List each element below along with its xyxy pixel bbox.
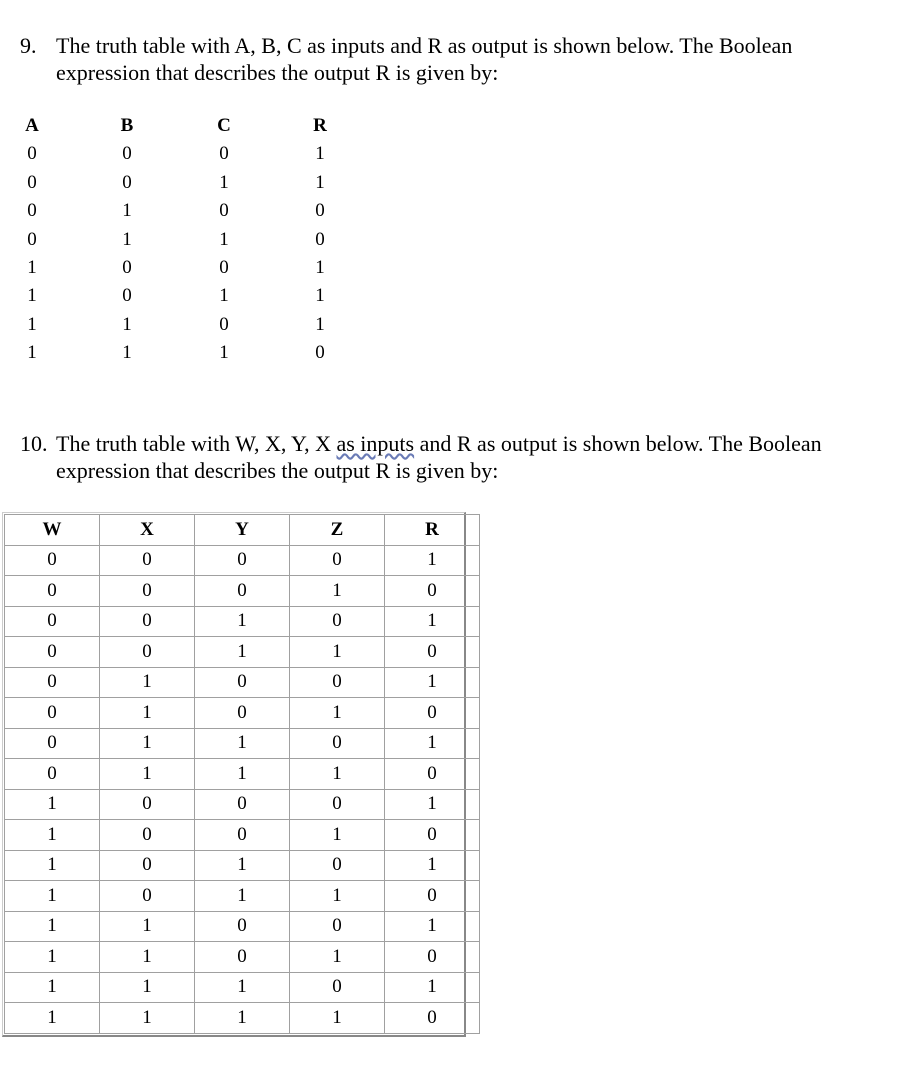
table-cell: 1 xyxy=(100,972,195,1003)
table-cell: 0 xyxy=(385,759,480,790)
table-row xyxy=(5,789,480,820)
table-cell: 1 xyxy=(5,911,100,942)
table-cell: 0 xyxy=(5,728,100,759)
column-header: W xyxy=(5,515,100,546)
table-row xyxy=(5,545,480,576)
table-cell: 0 xyxy=(27,228,37,250)
table-cell: 1 xyxy=(100,698,195,729)
table-row xyxy=(0,197,420,225)
table-row xyxy=(5,911,480,942)
table-cell: 0 xyxy=(27,171,37,193)
table-cell: 1 xyxy=(385,789,480,820)
table-cell: 1 xyxy=(5,820,100,851)
table-cell: 1 xyxy=(315,171,325,193)
table-cell: 0 xyxy=(290,728,385,759)
column-header: B xyxy=(120,115,134,136)
table-cell: 0 xyxy=(195,789,290,820)
table-cell: 1 xyxy=(290,576,385,607)
table-cell: 1 xyxy=(290,759,385,790)
table-row xyxy=(5,606,480,637)
table-cell: 0 xyxy=(290,606,385,637)
table-row xyxy=(0,226,420,254)
table-cell: 0 xyxy=(5,698,100,729)
table-cell: 0 xyxy=(315,200,325,222)
table-cell: 0 xyxy=(290,667,385,698)
table-cell: 1 xyxy=(122,313,132,335)
truth-table-abc xyxy=(0,112,420,368)
column-header: Y xyxy=(195,515,290,546)
table-cell: 0 xyxy=(385,576,480,607)
table-cell: 1 xyxy=(27,313,37,335)
table-cell: 0 xyxy=(385,881,480,912)
table-cell: 0 xyxy=(290,545,385,576)
table-cell: 0 xyxy=(195,911,290,942)
table-cell: 0 xyxy=(219,313,229,335)
table-cell: 1 xyxy=(5,972,100,1003)
question-number: 10. xyxy=(20,431,48,456)
question-line-1 xyxy=(56,430,923,457)
table-cell: 0 xyxy=(122,285,132,307)
table-cell: 0 xyxy=(219,256,229,278)
table-row xyxy=(5,942,480,973)
table-row xyxy=(0,282,420,310)
table-cell: 0 xyxy=(385,698,480,729)
table-cell: 0 xyxy=(195,667,290,698)
table-cell: 0 xyxy=(195,698,290,729)
table-cell: 1 xyxy=(290,637,385,668)
question-text xyxy=(56,32,923,86)
table-cell: 1 xyxy=(100,942,195,973)
table-cell: 1 xyxy=(290,698,385,729)
table-row xyxy=(0,140,420,168)
table-cell: 0 xyxy=(195,942,290,973)
table-cell: 1 xyxy=(315,143,325,165)
table-cell: 1 xyxy=(195,850,290,881)
table-cell: 0 xyxy=(5,759,100,790)
table-row xyxy=(0,339,420,367)
table-row xyxy=(0,311,420,339)
table-cell: 0 xyxy=(100,850,195,881)
table-cell: 1 xyxy=(195,606,290,637)
table-cell: 0 xyxy=(5,576,100,607)
table-cell: 0 xyxy=(5,545,100,576)
table-cell: 1 xyxy=(195,972,290,1003)
table-row xyxy=(5,759,480,790)
table-row xyxy=(5,576,480,607)
question-line-2: expression that describes the output R is given by: xyxy=(56,60,499,85)
table-cell: 1 xyxy=(290,942,385,973)
table-cell: 0 xyxy=(385,1003,480,1034)
table-cell: 1 xyxy=(5,850,100,881)
table-cell: 1 xyxy=(290,881,385,912)
table-cell: 1 xyxy=(195,1003,290,1034)
question-text xyxy=(56,430,923,484)
table-cell: 0 xyxy=(315,342,325,364)
table-cell: 1 xyxy=(100,1003,195,1034)
table-cell: 0 xyxy=(5,637,100,668)
table-cell: 0 xyxy=(122,171,132,193)
table-cell: 0 xyxy=(100,606,195,637)
table-cell: 1 xyxy=(100,667,195,698)
table-cell: 1 xyxy=(122,228,132,250)
table-cell: 1 xyxy=(219,285,229,307)
question-line-1: The truth table with A, B, C as inputs and R as output is shown below. The Boolean xyxy=(56,33,793,58)
table-cell: 0 xyxy=(27,200,37,222)
table-cell: 0 xyxy=(122,256,132,278)
table-cell: 0 xyxy=(315,228,325,250)
header-row xyxy=(0,112,420,140)
column-header: C xyxy=(217,115,231,136)
table-cell: 1 xyxy=(195,637,290,668)
table-cell: 1 xyxy=(385,911,480,942)
table-cell: 0 xyxy=(385,820,480,851)
table-row xyxy=(5,698,480,729)
table-cell: 0 xyxy=(219,200,229,222)
table-cell: 1 xyxy=(27,256,37,278)
table-cell: 1 xyxy=(5,942,100,973)
table-cell: 0 xyxy=(219,143,229,165)
table-cell: 1 xyxy=(385,972,480,1003)
truth-table-wxyz xyxy=(4,514,480,1034)
column-header: Z xyxy=(290,515,385,546)
header-row xyxy=(5,515,480,546)
table-cell: 0 xyxy=(5,667,100,698)
column-header: X xyxy=(100,515,195,546)
table-cell: 0 xyxy=(195,545,290,576)
table-cell: 1 xyxy=(100,911,195,942)
table-cell: 1 xyxy=(385,606,480,637)
question-9 xyxy=(20,32,793,85)
table-cell: 1 xyxy=(385,850,480,881)
table-cell: 1 xyxy=(195,881,290,912)
table-row xyxy=(0,254,420,282)
table-row xyxy=(5,667,480,698)
table-row xyxy=(5,850,480,881)
table-cell: 1 xyxy=(219,228,229,250)
table-cell: 1 xyxy=(290,820,385,851)
table-cell: 1 xyxy=(195,728,290,759)
table-cell: 1 xyxy=(290,1003,385,1034)
table-cell: 1 xyxy=(195,759,290,790)
table-cell: 1 xyxy=(5,1003,100,1034)
question-10 xyxy=(20,430,822,483)
table-cell: 0 xyxy=(100,545,195,576)
table-cell: 0 xyxy=(5,606,100,637)
table-cell: 1 xyxy=(219,171,229,193)
table-row xyxy=(5,972,480,1003)
table-cell: 0 xyxy=(27,143,37,165)
table-cell: 1 xyxy=(5,789,100,820)
table-cell: 1 xyxy=(122,200,132,222)
line-text: and R as output is shown below. The Boolean xyxy=(414,431,822,456)
table-cell: 0 xyxy=(195,820,290,851)
table-cell: 0 xyxy=(122,143,132,165)
table-cell: 1 xyxy=(385,545,480,576)
table-cell: 1 xyxy=(27,285,37,307)
table-cell: 1 xyxy=(122,342,132,364)
table-row xyxy=(5,881,480,912)
table-cell: 0 xyxy=(290,972,385,1003)
table-row xyxy=(5,637,480,668)
table-cell: 0 xyxy=(100,789,195,820)
column-header: R xyxy=(313,115,327,136)
table-cell: 1 xyxy=(219,342,229,364)
table-cell: 1 xyxy=(27,342,37,364)
table-cell: 0 xyxy=(100,576,195,607)
table-row xyxy=(0,169,420,197)
table-cell: 0 xyxy=(195,576,290,607)
table-cell: 0 xyxy=(100,820,195,851)
table-row xyxy=(5,728,480,759)
table-cell: 1 xyxy=(5,881,100,912)
table-cell: 0 xyxy=(290,911,385,942)
question-number: 9. xyxy=(20,33,37,58)
line-text: The truth table with W, X, Y, X xyxy=(56,431,337,456)
table-cell: 0 xyxy=(100,637,195,668)
table-row xyxy=(5,820,480,851)
table-cell: 0 xyxy=(385,637,480,668)
table-cell: 0 xyxy=(385,942,480,973)
table-row xyxy=(5,1003,480,1034)
table-cell: 0 xyxy=(290,850,385,881)
column-header: R xyxy=(385,515,480,546)
question-line-2: expression that describes the output R is given by: xyxy=(56,458,499,483)
table-cell: 1 xyxy=(385,728,480,759)
table-cell: 1 xyxy=(385,667,480,698)
table-cell: 1 xyxy=(315,313,325,335)
spellcheck-underlined-text[interactable]: as inputs xyxy=(336,431,415,456)
table-cell: 1 xyxy=(100,759,195,790)
table-cell: 1 xyxy=(315,256,325,278)
table-cell: 0 xyxy=(290,789,385,820)
table-cell: 1 xyxy=(315,285,325,307)
table-cell: 0 xyxy=(100,881,195,912)
column-header: A xyxy=(25,115,39,136)
table-cell: 1 xyxy=(100,728,195,759)
